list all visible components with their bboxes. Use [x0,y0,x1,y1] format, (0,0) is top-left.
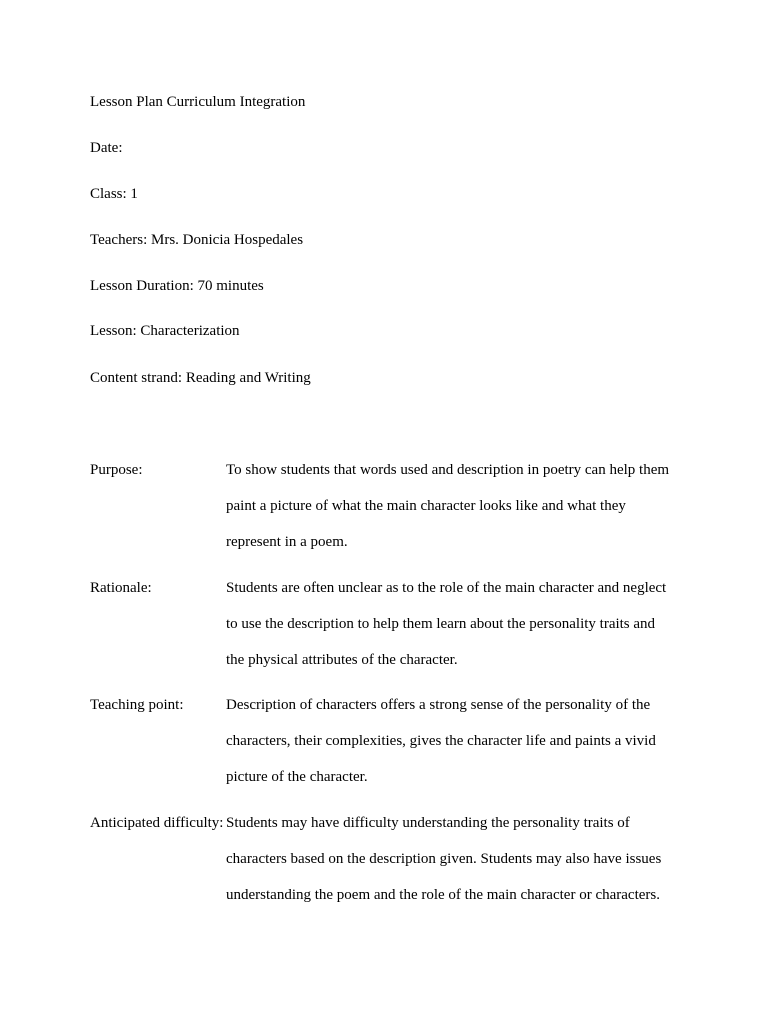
anticipated-difficulty-text [226,814,696,904]
purpose-line: represent in a poem. [226,534,348,550]
teachers-line: Teachers: Mrs. Donicia Hospedales [90,232,304,248]
anticipated-difficulty-label: Anticipated difficulty: [90,815,224,831]
document-title: Lesson Plan Curriculum Integration [90,94,306,110]
teaching-point-line: picture of the character. [226,769,368,785]
teaching-point-line: characters, their complexities, gives the character life and paints a vivid [226,733,656,749]
content-strand-line: Content strand: Reading and Writing [90,370,311,386]
purpose-line: paint a picture of what the main character looks like and what they [226,498,626,514]
teaching-point-label: Teaching point: [90,697,184,713]
teaching-point-text [226,696,696,786]
rationale-text [226,579,696,669]
rationale-line: Students are often unclear as to the role of the main character and neglect [226,580,667,596]
duration-line: Lesson Duration: 70 minutes [90,278,264,294]
lesson-line: Lesson: Characterization [90,323,240,339]
purpose-line: To show students that words used and description in poetry can help them [226,462,670,478]
purpose-label: Purpose: [90,462,143,478]
anticipated-difficulty-line: Students may have difficulty understanding the personality traits of [226,815,630,831]
teaching-point-line: Description of characters offers a strong sense of the personality of the [226,697,651,713]
rationale-line: to use the description to help them learn about the personality traits and [226,616,656,632]
rationale-line: the physical attributes of the character. [226,652,458,668]
anticipated-difficulty-line: understanding the poem and the role of the main character or characters. [226,887,660,903]
purpose-text [226,461,696,551]
anticipated-difficulty-line: characters based on the description given. Students may also have issues [226,851,662,867]
class-line: Class: 1 [90,186,138,202]
rationale-label: Rationale: [90,580,152,596]
date-line: Date: [90,140,123,156]
